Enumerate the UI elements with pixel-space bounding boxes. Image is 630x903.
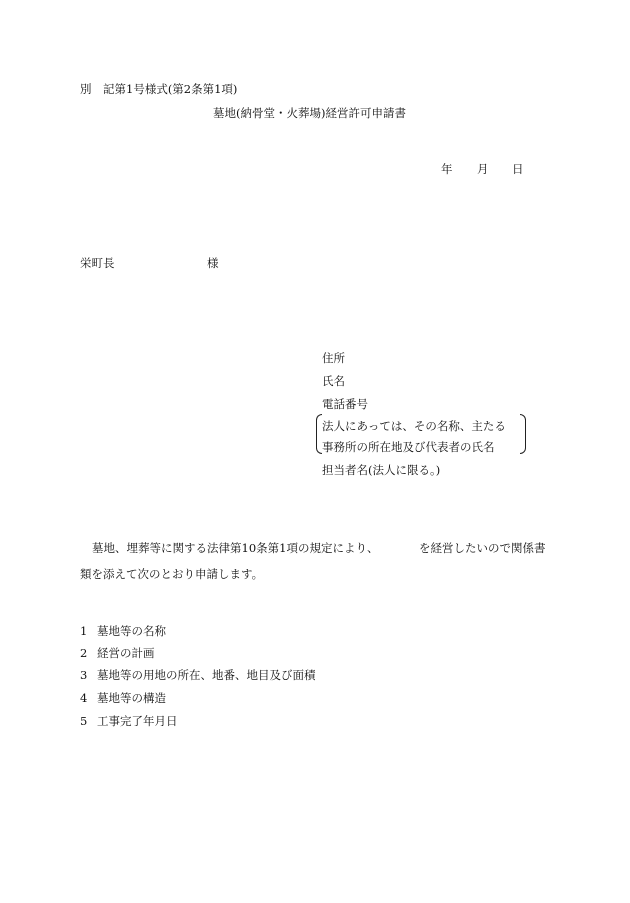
- body-line2: 類を添えて次のとおり申請します。: [80, 567, 264, 581]
- form-label: 別 記第1号様式(第2条第1項): [80, 82, 238, 96]
- document-title: 墓地(納骨堂・火葬場)経営許可申請書: [213, 106, 406, 120]
- body-line1-part2: を経営したいので関係書: [419, 541, 546, 555]
- addressee-name: 栄町長: [80, 256, 115, 270]
- item-number: 4: [80, 691, 88, 705]
- right-bracket: [520, 414, 526, 454]
- applicant-address-label: 住所: [322, 351, 345, 365]
- body-line1-part1: 墓地、埋葬等に関する法律第10条第1項の規定により、: [92, 541, 379, 555]
- contact-person-label: 担当者名(法人に限る。): [322, 463, 441, 477]
- item-text: 墓地等の用地の所在、地番、地目及び面積: [97, 668, 316, 682]
- item-text: 工事完了年月日: [97, 714, 178, 728]
- applicant-phone-label: 電話番号: [322, 397, 368, 411]
- corporate-note-line2: 事務所の所在地及び代表者の氏名: [322, 440, 495, 454]
- date-month-label: 月: [477, 162, 489, 176]
- applicant-name-label: 氏名: [322, 374, 345, 388]
- item-number: 3: [80, 668, 88, 682]
- corporate-note-line1: 法人にあっては、その名称、主たる: [322, 419, 506, 433]
- item-text: 墓地等の構造: [97, 691, 166, 705]
- date-day-label: 日: [512, 162, 524, 176]
- date-year-label: 年: [441, 162, 453, 176]
- addressee-honorific: 様: [207, 256, 219, 270]
- item-text: 経営の計画: [97, 646, 155, 660]
- item-number: 1: [80, 624, 88, 638]
- item-number: 2: [80, 646, 88, 660]
- item-text: 墓地等の名称: [97, 624, 166, 638]
- item-number: 5: [80, 714, 88, 728]
